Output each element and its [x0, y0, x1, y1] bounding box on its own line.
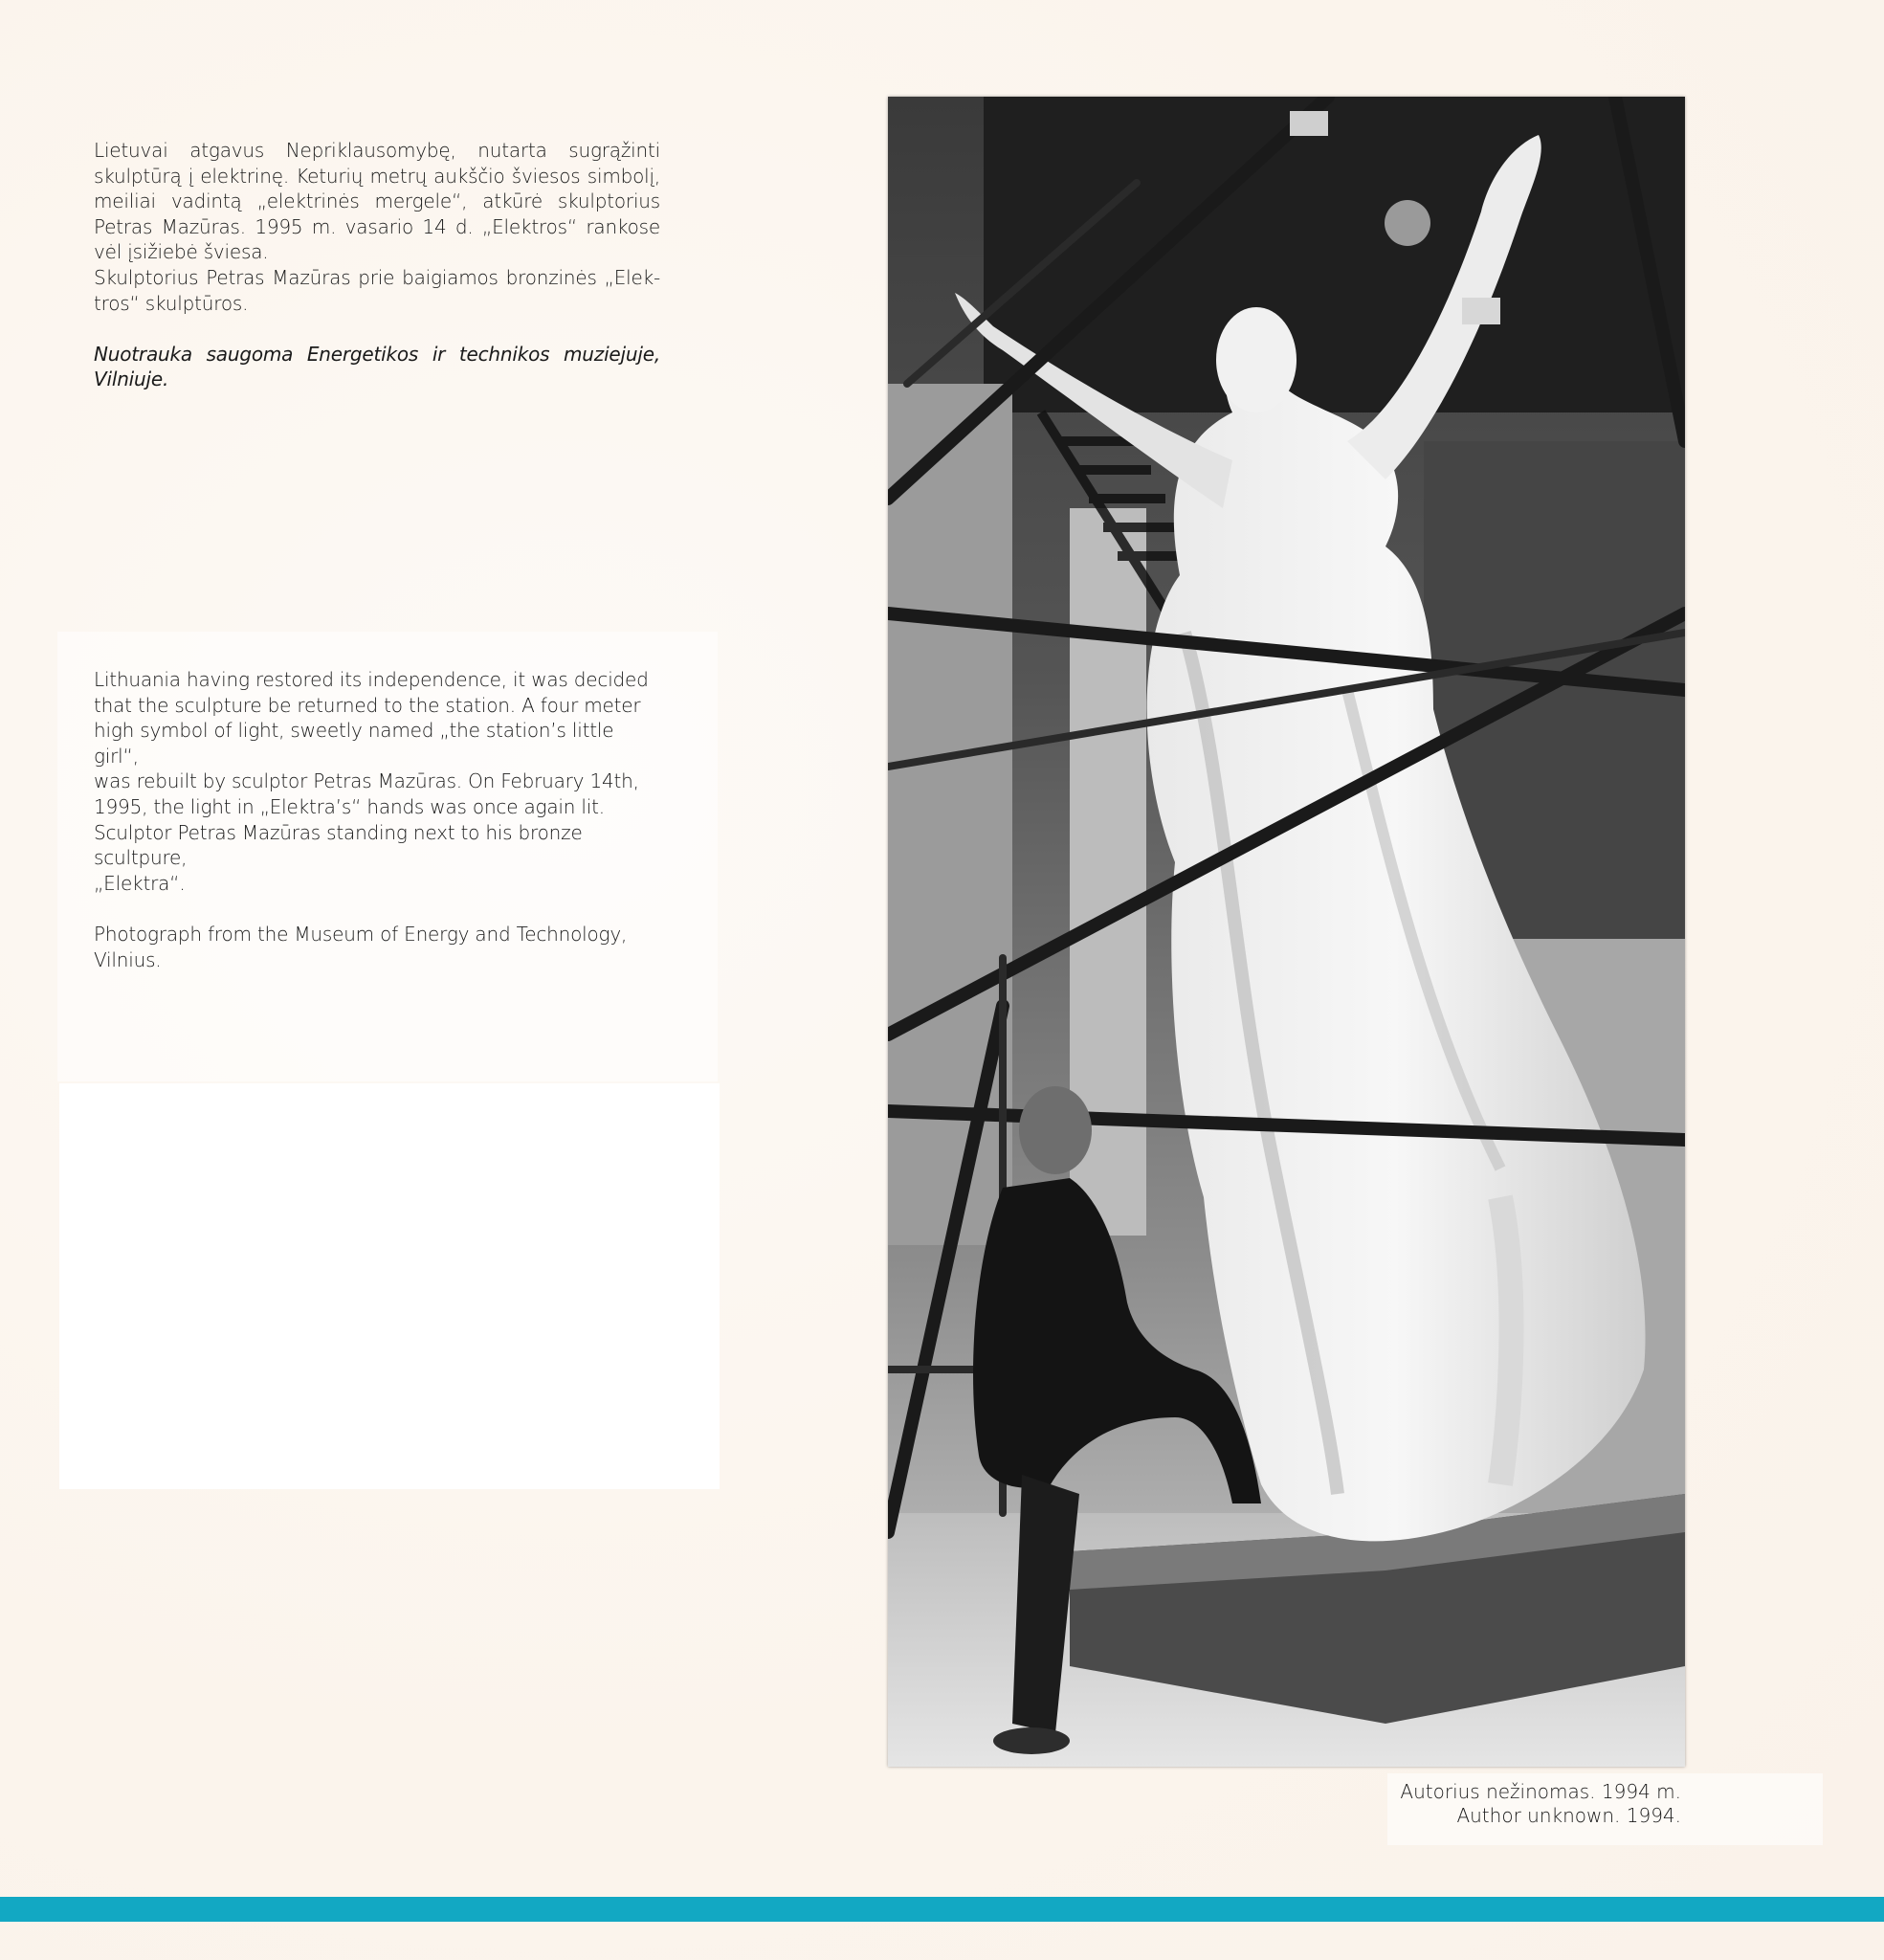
lt-paragraph: Lietuvai atgavus Nepriklausomybę, nutarta sugrąžinti skulptūrą į elektrinę. Keturių metrų aukščio šviesos simbolį, meiliai vadintą „elektrinės mergele“, atkūrė skulptorius Petras Mazūras. 1995 m. vasario 14 d. „Elektros“ rankose vėl įsižiebė šviesa. — [94, 139, 660, 264]
english-text-block — [94, 667, 660, 972]
white-panel-lower — [59, 1083, 720, 1489]
en-line: 1995, the light in „Elektra’s“ hands was once again lit. — [94, 794, 605, 818]
en-line: was rebuilt by sculptor Petras Mazūras. On February 14th, — [94, 769, 639, 793]
en-line: „Elektra“. — [94, 871, 186, 895]
photo-credit-en: Author unknown. 1994. — [1456, 1804, 1681, 1827]
accent-bar — [0, 1897, 1884, 1922]
photo-credit-lt: Autorius nežinomas. 1994 m. — [1400, 1780, 1681, 1803]
en-line: Lithuania having restored its independence, it was decided — [94, 668, 649, 691]
en-line: high symbol of light, sweetly named „the station’s little girl“, — [94, 719, 614, 768]
en-line: that the sculpture be returned to the station. A four meter — [94, 693, 641, 717]
lt-caption: Skulptorius Petras Mazūras prie baigiamos bronzinės „Elek-tros“ skulptūros. — [94, 265, 660, 315]
en-line: Sculptor Petras Mazūras standing next to his bronze scultpure, — [94, 820, 583, 870]
lithuanian-text-block — [94, 138, 660, 392]
photo-illustration — [888, 97, 1685, 1767]
photo-caption — [1400, 1780, 1681, 1828]
sculpture-photograph — [888, 97, 1685, 1767]
en-source-line: Vilnius. — [94, 947, 162, 971]
en-source-line: Photograph from the Museum of Energy and Technology, — [94, 922, 628, 946]
lt-source: Nuotrauka saugoma Energetikos ir technikos muziejuje, Vilniuje. — [94, 342, 660, 391]
